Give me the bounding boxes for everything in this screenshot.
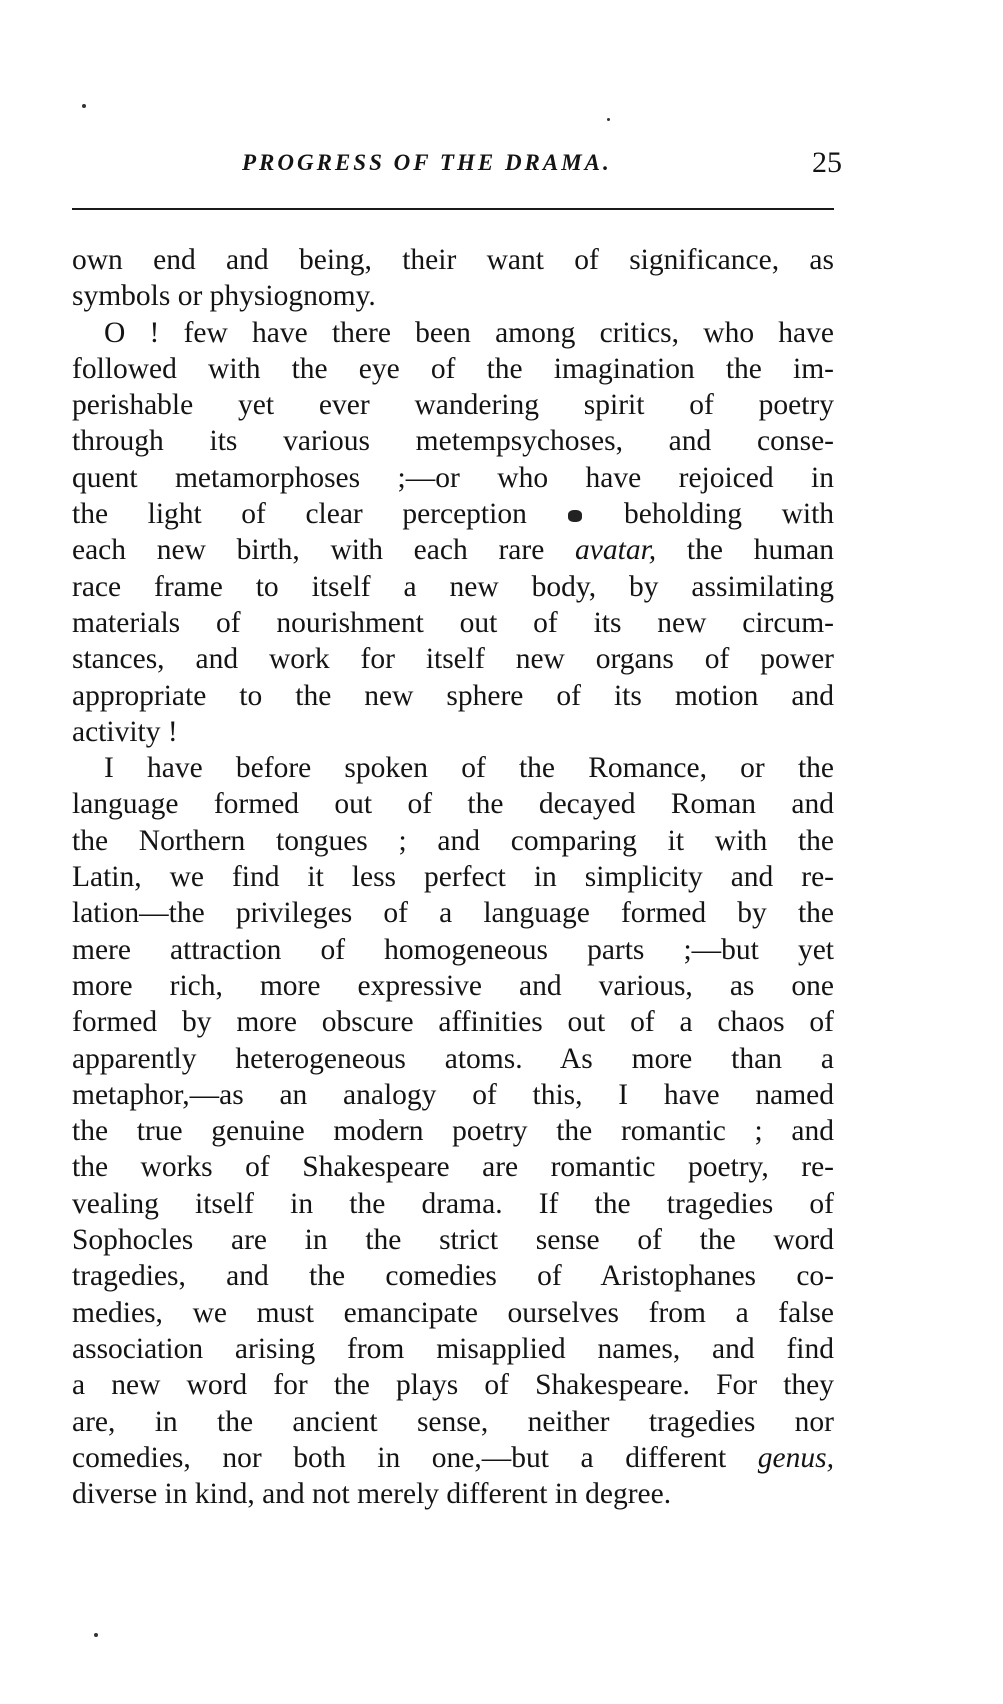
page-number: 25 [812,146,842,179]
ink-blot [568,510,582,522]
text-line: activity ! [72,715,178,748]
text-line [72,1440,834,1476]
text-line: stances, and work for itself new organs of power [72,643,834,676]
text-line: the Northern tongues ; and comparing it with the [72,824,834,857]
text-line: association arising from misapplied names, and find [72,1332,834,1365]
text-line: race frame to itself a new body, by assimilating [72,570,834,603]
text-line [72,532,834,568]
text-line: symbols or physiognomy. [72,280,376,313]
text-line: own end and being, their want of significance, as [72,244,834,276]
text-line: language formed out of the decayed Roman and [72,788,834,821]
text-segment: the human [686,534,834,567]
header-rule [72,208,834,210]
page-header [72,146,842,190]
italic-word: avatar, [575,534,657,567]
text-line: metaphor,—as an analogy of this, I have named [72,1078,834,1111]
body-text [72,242,834,1512]
italic-word: genus, [757,1441,834,1474]
text-line: materials of nourishment out of its new circum- [72,606,834,639]
text-line: through its various metempsychoses, and conse- [72,425,834,458]
text-segment: beholding with [624,498,835,531]
text-line: O ! few have there been among critics, who have [104,316,834,349]
text-line: vealing itself in the drama. If the tragedies of [72,1187,834,1220]
text-line: tragedies, and the comedies of Aristophanes co- [72,1260,834,1293]
text-line: apparently heterogeneous atoms. As more than a [72,1042,834,1075]
text-line: formed by more obscure affinities out of a chaos of [72,1006,834,1039]
text-line: the true genuine modern poetry the romantic ; and [72,1115,834,1148]
print-speck [82,104,86,108]
text-line: more rich, more expressive and various, as one [72,969,834,1002]
text-line: quent metamorphoses ;—or who have rejoiced in [72,461,834,494]
text-line: I have before spoken of the Romance, or the [104,752,834,785]
text-line: lation—the privileges of a language formed by the [72,897,834,930]
text-line: medies, we must emancipate ourselves from a false [72,1296,834,1329]
text-line: perishable yet ever wandering spirit of poetry [72,389,834,422]
print-speck [94,1633,98,1637]
text-line: diverse in kind, and not merely different in degree. [72,1478,672,1511]
text-line [72,496,834,532]
text-line: Sophocles are in the strict sense of the word [72,1224,834,1257]
text-line: a new word for the plays of Shakespeare. For they [72,1369,834,1402]
text-segment: the light of clear perception [72,498,527,531]
text-segment: each new birth, with each rare [72,534,545,567]
text-line: the works of Shakespeare are romantic poetry, re- [72,1151,834,1184]
running-title: PROGRESS OF THE DRAMA. [242,150,612,175]
text-line: mere attraction of homogeneous parts ;—but yet [72,933,834,966]
text-line: followed with the eye of the imagination the im- [72,352,834,385]
text-line: are, in the ancient sense, neither tragedies nor [72,1405,834,1438]
print-speck [607,118,610,121]
text-segment: comedies, nor both in one,—but a different [72,1441,727,1474]
text-line: appropriate to the new sphere of its motion and [72,679,834,712]
text-line: Latin, we find it less perfect in simplicity and re- [72,861,834,894]
